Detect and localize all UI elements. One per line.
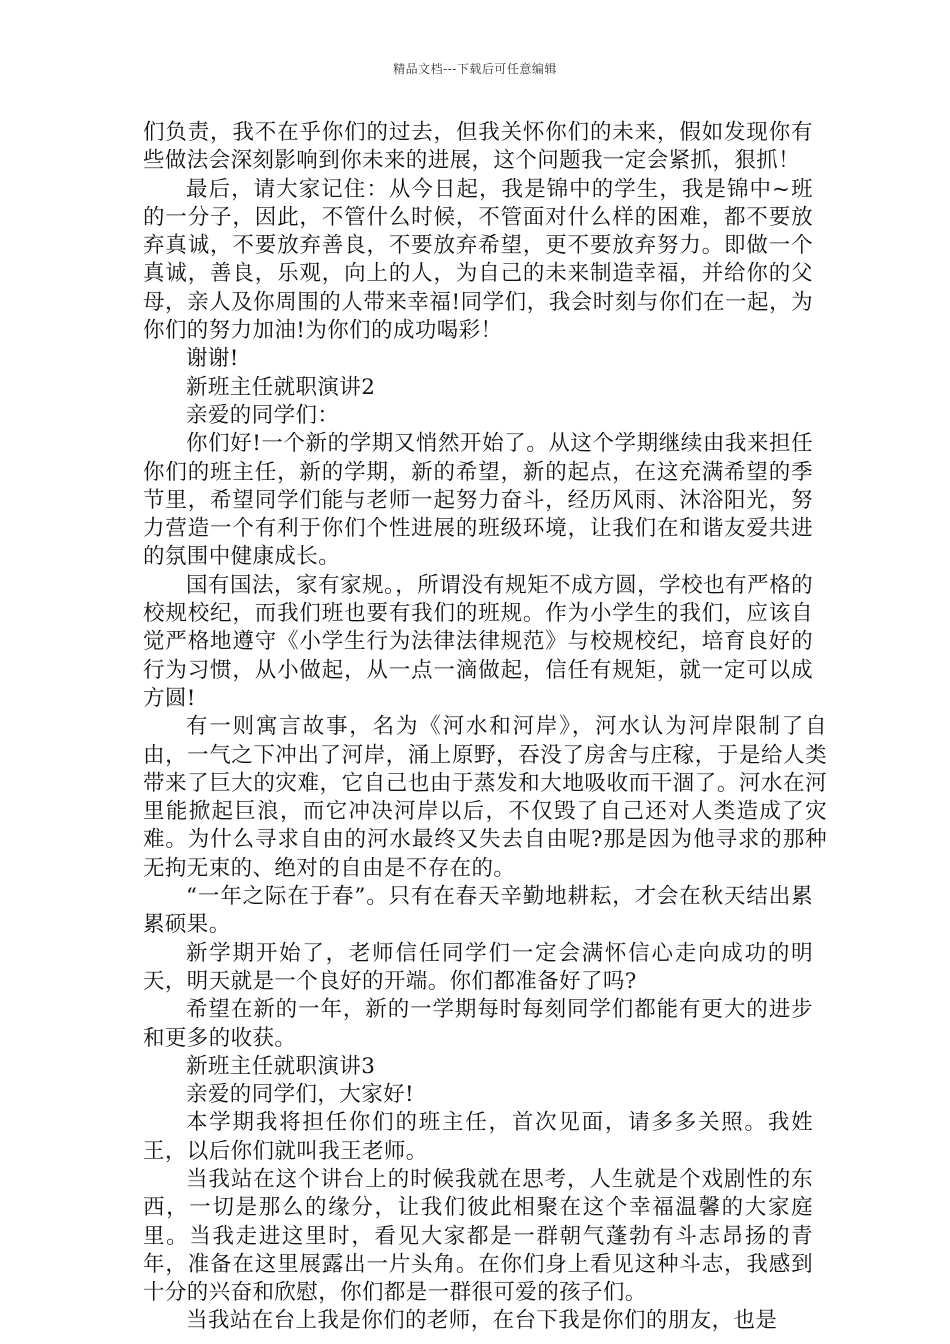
salutation: 亲爱的同学们： [186,402,340,428]
page-header: 精品文档---下载后可任意编辑 [393,62,557,76]
paragraph-spring-quote: “一年之际在于春”。只有在春天辛勤地耕耘，才会在秋天结出累累硕果。 [143,884,813,938]
paragraph-new-semester: 新学期开始了，老师信任同学们一定会满怀信心走向成功的明天，明天就是一个良好的开端。你们都准备好了吗? [143,940,813,994]
paragraph-closing-remarks: 最后，请大家记住：从今日起，我是锦中的学生，我是锦中~班的一分子，因此，不管什么时候，不管面对什么样的困难，都不要放弃真诚，不要放弃善良，不要放弃希望，更不要放弃努力。即做一个真诚，善良，乐观，向上的人，为自己的未来制造幸福，并给你的父母，亲人及你周围的人带来幸福!同学们，我会时刻与你们在一起，为你们的努力加油!为你们的成功喝彩！ [143,176,813,344]
document-body [143,119,827,1336]
paragraph-hope: 希望在新的一年，新的一学期每时每刻同学们都能有更大的进步和更多的收获。 [143,997,813,1051]
paragraph-introduction: 本学期我将担任你们的班主任，首次见面，请多多关照。我姓王，以后你们就叫我王老师。 [143,1110,813,1164]
section-title-speech-2: 新班主任就职演讲2 [186,374,376,400]
paragraph-podium-thoughts: 当我站在这个讲台上的时候我就在思考，人生就是个戏剧性的东西，一切是那么的缘分，让我们彼此相聚在这个幸福温馨的大家庭里。当我走进这里时，看见大家都是一群朝气蓬勃有斗志昂扬的青年，准备在这里展露出一片头角。在你们身上看见这种斗志，我感到十分的兴奋和欣慰，你们都是一群很可爱的孩子们。 [143,1166,813,1306]
section-title-speech-3: 新班主任就职演讲3 [186,1053,376,1079]
paragraph-fable: 有一则寓言故事，名为《河水和河岸》，河水认为河岸限制了自由，一气之下冲出了河岸，涌上原野，吞没了房舍与庄稼，于是给人类带来了巨大的灾难，它自己也由于蒸发和大地吸收而干涸了。河水在河里能掀起巨浪，而它冲决河岸以后，不仅毁了自己还对人类造成了灾难。为什么寻求自由的河水最终又失去自由呢?那是因为他寻求的那种无拘无束的、绝对的自由是不存在的。 [143,714,827,881]
paragraph-continuation: 们负责，我不在乎你们的过去，但我关怀你们的未来，假如发现你有些做法会深刻影响到你未来的进展，这个问题我一定会紧抓，狠抓！ [143,120,813,174]
paragraph-greeting: 你们好!一个新的学期又悄然开始了。从这个学期继续由我来担任你们的班主任，新的学期，新的希望，新的起点，在这充满希望的季节里，希望同学们能与老师一起努力奋斗，经历风雨、沐浴阳光，努力营造一个有利于你们个性进展的班级环境，让我们在和谐友爱共进的氛围中健康成长。 [143,431,813,570]
paragraph-teacher-friend: 当我站在台上我是你们的老师，在台下我是你们的朋友，也是 [186,1308,778,1334]
paragraph-thanks: 谢谢! [186,346,239,372]
paragraph-rules: 国有国法，家有家规。，所谓没有规矩不成方圆，学校也有严格的校规校纪，而我们班也要有我们的班规。作为小学生的我们，应该自觉严格地遵守《小学生行为法律法律规范》与校规校纪，培育良好的行为习惯，从小做起，从一点一滴做起，信任有规矩，就一定可以成方圆! [143,572,813,711]
salutation: 亲爱的同学们，大家好! [186,1082,415,1108]
